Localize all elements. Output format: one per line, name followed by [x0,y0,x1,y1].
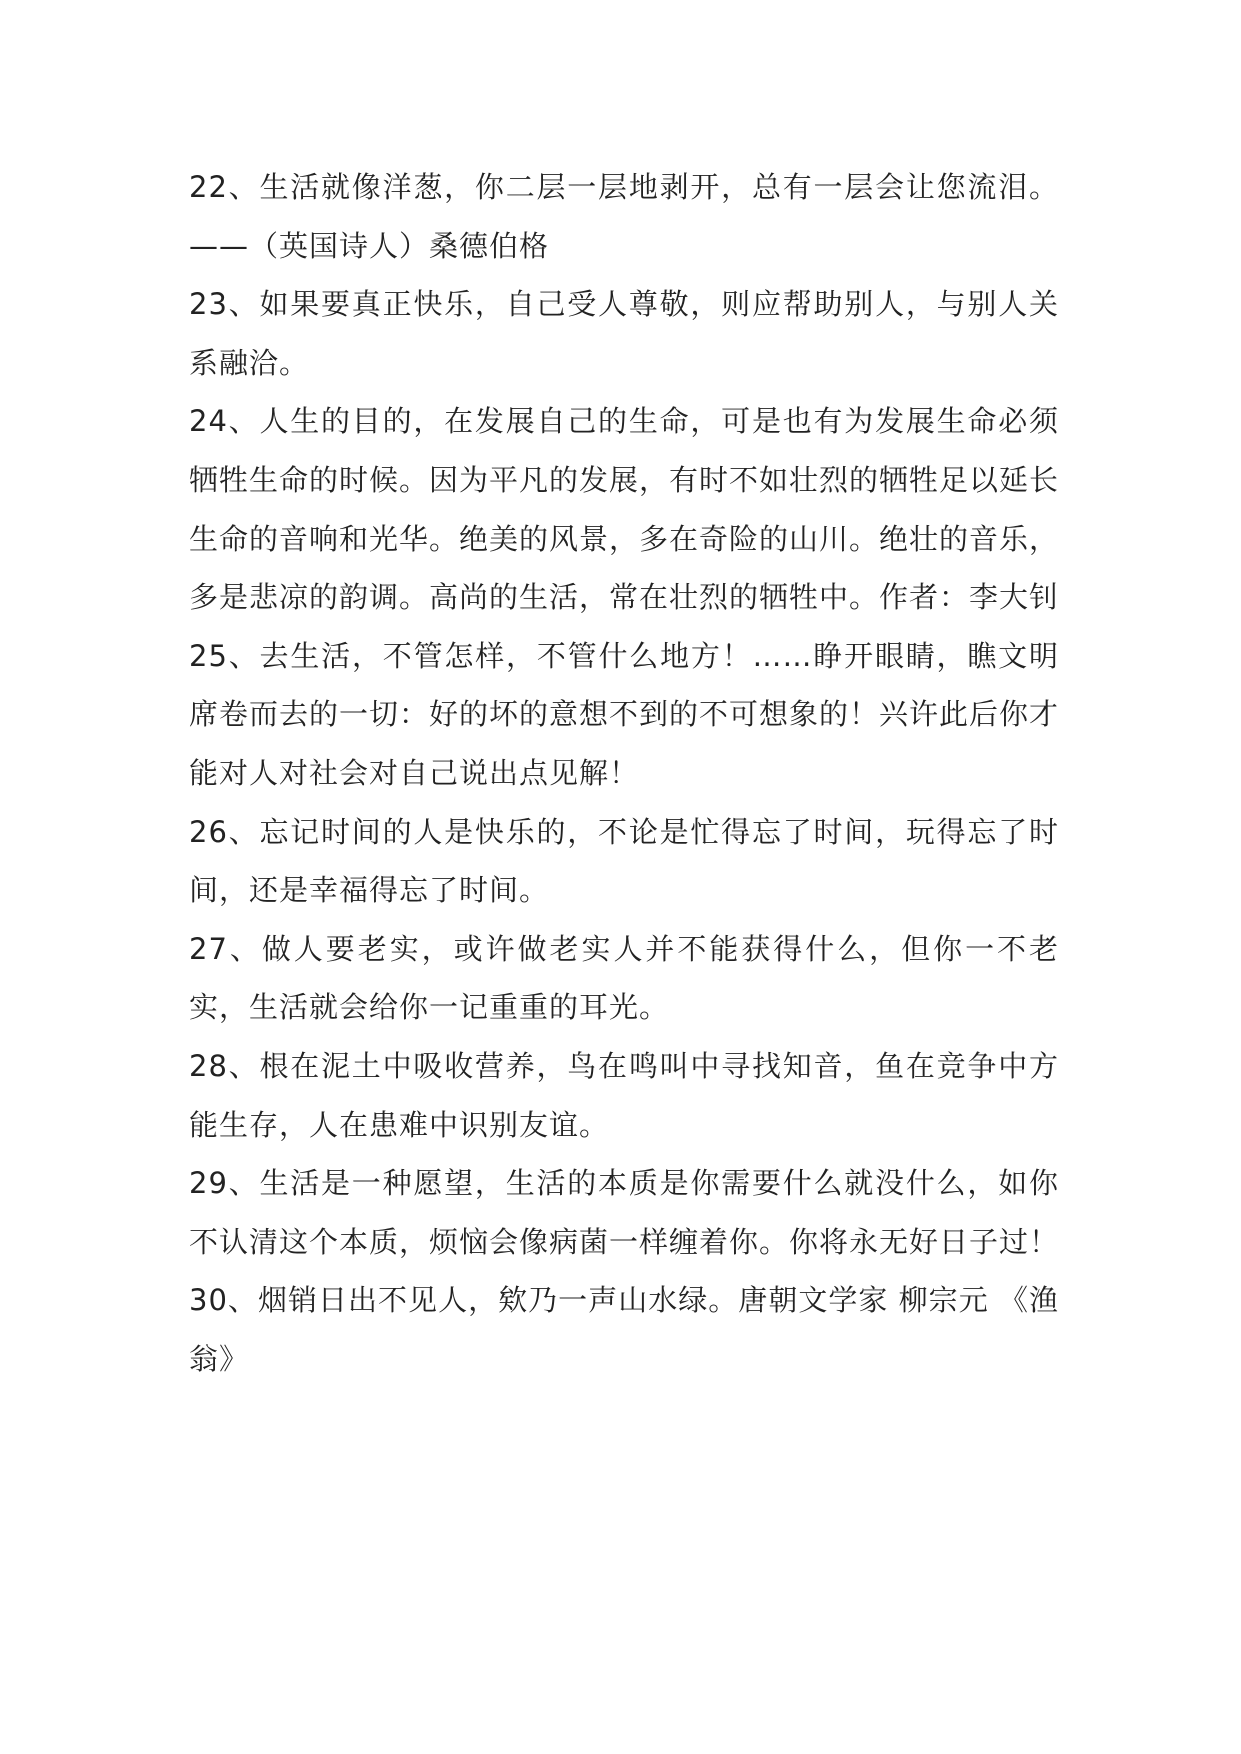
quote-entry-28: 28、根在泥土中吸收营养，鸟在鸣叫中寻找知音，鱼在竞争中方能生存，人在患难中识别友谊。 [189,1048,1059,1142]
quote-entry-24: 24、人生的目的，在发展自己的生命，可是也有为发展生命必须牺牲生命的时候。因为平凡的发展，有时不如壮烈的牺牲足以延长生命的音响和光华。绝美的风景，多在奇险的山川。绝壮的音乐，多是悲凉的韵调。高尚的生活，常在壮烈的牺牲中。作者：李大钊 [189,404,1060,615]
quote-entry-25: 25、去生活，不管怎样，不管什么地方！……睁开眼睛，瞧文明席卷而去的一切：好的坏的意想不到的不可想象的！兴许此后你才能对人对社会对自己说出点见解！ [189,638,1060,790]
quote-entry-26: 26、忘记时间的人是快乐的，不论是忙得忘了时间，玩得忘了时间，还是幸福得忘了时间。 [189,814,1059,908]
quote-entry-27: 27、做人要老实，或许做老实人并不能获得什么，但你一不老实，生活就会给你一记重重的耳光。 [189,931,1059,1025]
quote-entry-29: 29、生活是一种愿望，生活的本质是你需要什么就没什么，如你不认清这个本质，烦恼会像病菌一样缠着你。你将永无好日子过！ [189,1166,1060,1259]
quote-list [189,158,1059,1388]
quote-entry-30: 30、烟销日出不见人，欸乃一声山水绿。唐朝文学家 柳宗元 《渔翁》 [189,1283,1059,1376]
quote-entry-22: 22、生活就像洋葱，你二层一层地剥开，总有一层会让您流泪。——（英国诗人）桑德伯格 [189,170,1059,263]
quote-entry-23: 23、如果要真正快乐，自己受人尊敬，则应帮助别人，与别人关系融洽。 [189,287,1059,380]
